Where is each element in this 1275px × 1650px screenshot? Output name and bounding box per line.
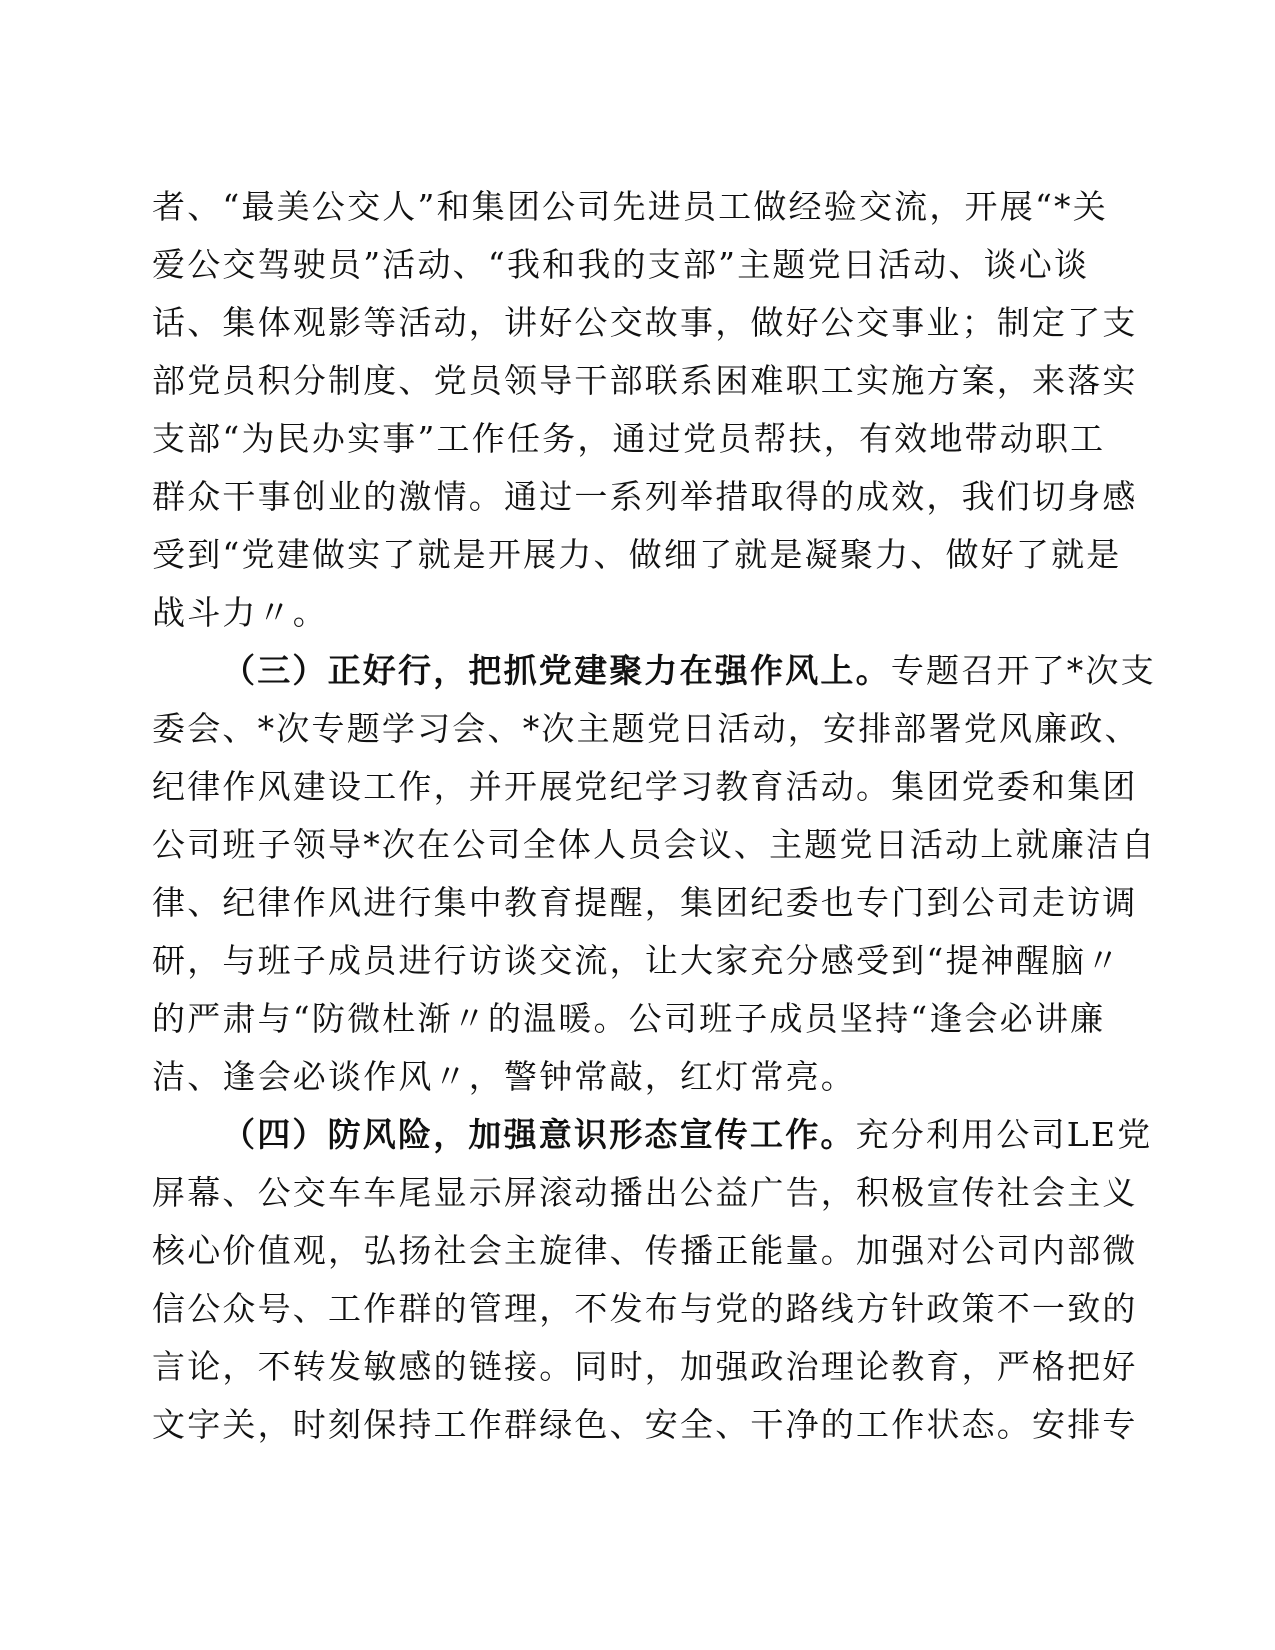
paragraph-line: 洁、逢会必谈作风〃，警钟常敲，红灯常亮。 (152, 1057, 856, 1096)
paragraph-line: 群众干事创业的激情。通过一系列举措取得的成效，我们切身感 (152, 477, 1138, 516)
paragraph-line: 律、纪律作风进行集中教育提醒，集团纪委也专门到公司走访调 (152, 883, 1138, 922)
paragraph-line: 者、“最美公交人”和集团公司先进员工做经验交流，开展“*关 (152, 187, 1108, 226)
paragraph-line: 言论，不转发敏感的链接。同时，加强政治理论教育，严格把好 (152, 1347, 1138, 1386)
paragraph-line: 公司班子领导*次在公司全体人员会议、主题党日活动上就廉洁自 (152, 825, 1157, 864)
paragraph-line: 受到“党建做实了就是开展力、做细了就是凝聚力、做好了就是 (152, 535, 1122, 574)
paragraph-line: 核心价值观，弘扬社会主旋律、传播正能量。加强对公司内部微 (152, 1231, 1138, 1270)
paragraph-line: 话、集体观影等活动，讲好公交故事，做好公交事业；制定了支 (152, 303, 1138, 342)
paragraph-line: 战斗力〃。 (152, 593, 328, 632)
paragraph-line: 信公众号、工作群的管理，不发布与党的路线方针政策不一致的 (152, 1289, 1138, 1328)
section-4-heading: （四）防风险，加强意识形态宣传工作。 (222, 1115, 856, 1154)
paragraph-line: 研，与班子成员进行访谈交流，让大家充分感受到“提神醒脑〃 (152, 941, 1122, 980)
paragraph-line: 支部“为民办实事”工作任务，通过党员帮扶，有效地带动职工 (152, 419, 1106, 458)
document-body (152, 178, 1157, 1454)
paragraph-line: 爱公交驾驶员”活动、“我和我的支部”主题党日活动、谈心谈 (152, 245, 1090, 284)
paragraph-line: 屏幕、公交车车尾显示屏滚动播出公益广告，积极宣传社会主义 (152, 1173, 1138, 1212)
paragraph-line: 纪律作风建设工作，并开展党纪学习教育活动。集团党委和集团 (152, 767, 1138, 806)
section-3-heading: （三）正好行，把抓党建聚力在强作风上。 (222, 651, 891, 690)
paragraph-line: 文字关，时刻保持工作群绿色、安全、干净的工作状态。安排专 (152, 1405, 1138, 1444)
paragraph-line: 的严肃与“防微杜渐〃的温暖。公司班子成员坚持“逢会必讲廉 (152, 999, 1106, 1038)
section-4-first-line (152, 1106, 1153, 1164)
section-4-first-line-text: 充分利用公司LE党 (855, 1115, 1153, 1154)
paragraph-line: 部党员积分制度、党员领导干部联系困难职工实施方案，来落实 (152, 361, 1138, 400)
section-3-first-line (152, 642, 1156, 700)
paragraph-line: 委会、*次专题学习会、*次主题党日活动，安排部署党风廉政、 (152, 709, 1140, 748)
section-3-first-line-text: 专题召开了*次支 (890, 651, 1156, 690)
